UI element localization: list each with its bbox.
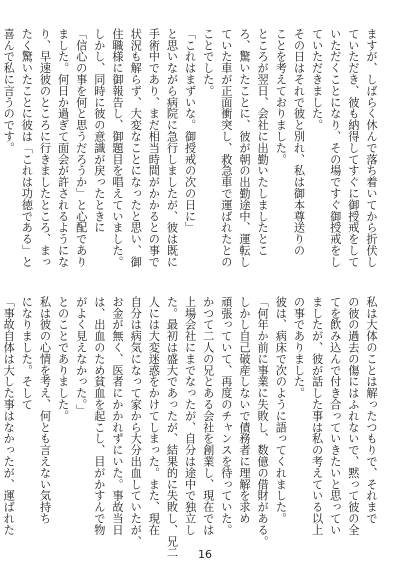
text-column: 住職様に御報告し、御題目を唱えていました。	[111, 28, 125, 268]
text-column: 私は彼の心情を考え、何とも言えない気持ち	[38, 296, 52, 524]
text-column: かつて二人の兄とある会社を創業し、現在では	[201, 296, 215, 536]
text-column: 「何年か前に事業に失敗し、数億の借財がある。	[256, 296, 270, 547]
text-block-top	[2, 28, 380, 268]
text-column: 上場会社にまでなったが、自分は途中で独立し	[183, 296, 197, 536]
text-column: ましたが、彼が話した事は私の考えている以上	[310, 296, 324, 536]
text-column: は、出血のため貧血を起こし、目がかすんで物	[92, 296, 106, 536]
text-column: いただくことになり、その場ですぐ御授戒をし	[328, 28, 342, 268]
text-column: り、早速彼のところに行きましたところ、まっ	[38, 28, 52, 268]
text-column: ていた車が正面衝突し、救急車で運ばれたとの	[219, 28, 233, 268]
text-column: お金が無く、医者にかかれずにいた。事故当日	[111, 296, 125, 536]
text-column: 彼は、病床で次のように語ってくれました。	[274, 296, 288, 524]
text-column: の彼の過去の傷にはふれないで、黙って彼の全	[346, 296, 360, 536]
text-column: がよく見えなかった。」	[74, 296, 88, 416]
text-column: 頑張っていて、再度のチャンスを待っていた。	[219, 296, 233, 536]
text-column: 私は大体のことは解ったつもりで、それまで	[365, 296, 378, 524]
text-column: しかし、同時に彼の意識が戻ったときに	[92, 28, 106, 234]
text-column: その日はそれで彼と別れ、私は御本尊送りの	[292, 28, 306, 256]
text-column: ました。何日か過ぎて面会が許されるようにな	[56, 28, 70, 268]
text-column: と思いながら病院に急行しましたが、彼は既に	[165, 28, 179, 268]
text-column: 「これはまずいな。御授戒の次の日に」	[183, 28, 197, 234]
text-column: とのことでありました。	[56, 296, 70, 422]
text-column: ことでした。	[201, 28, 215, 97]
text-column: 手術中であり、まだ相当時間がかかるとの事で	[147, 28, 161, 268]
text-column: ろ、驚いたことに、彼が朝の出勤途中、運転し	[238, 28, 252, 268]
page-number: 16	[198, 548, 212, 561]
text-column: てを飲み込んで付き合っていきたいと思ってい	[328, 296, 342, 536]
text-column: ますが、しばらく休んで落ち着いてから折伏し	[365, 28, 378, 268]
text-column: しかし自己破産しないで債務者に理解を求め	[238, 296, 252, 524]
text-column: た。最初は盛大であったが、結果的に失敗し、兄二	[165, 296, 179, 559]
text-column: 「事故自体は大した事はなかったが、運ばれた	[2, 296, 16, 536]
text-column: ことを考えておりました。	[274, 28, 288, 165]
text-column: ていただきました。	[310, 28, 324, 131]
text-column: 状況も解らず、大変なことになったと思い、御	[129, 28, 143, 268]
text-column: になりました。そして	[20, 296, 34, 410]
text-column: ていただき、彼も納得してすぐに御授戒をして	[346, 28, 360, 268]
text-column: 喜んで私に言うのです。	[2, 28, 16, 154]
text-column: 自分は病気になって家から大分出血していたが、	[129, 296, 143, 547]
text-column: 「信心の事を何と思うだろうか」と心配であり	[74, 28, 88, 268]
text-column: の事でありました。	[292, 296, 306, 399]
text-column: ところが翌日、会社に出勤いたしましたとこ	[256, 28, 270, 256]
text-column: たく驚いたことに彼は「これは功徳である」と	[20, 28, 34, 268]
text-column: 人には大変迷惑をかけてしまった。また、現在	[147, 296, 161, 536]
